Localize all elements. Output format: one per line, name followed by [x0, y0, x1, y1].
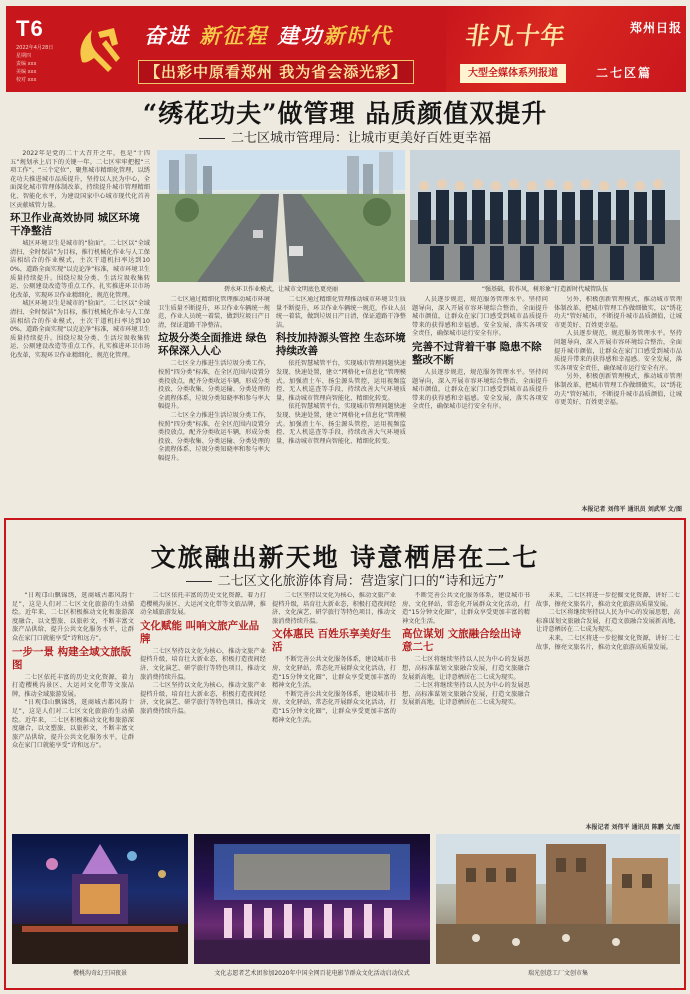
top-column-3 — [276, 296, 406, 512]
bottom-article-byline: 本报记者 刘伟平 通讯员 陈鹏 文/图 — [585, 824, 680, 831]
section-heading: 科技加持源头管控 生态环境持续改善 — [276, 332, 406, 358]
banner-subslogan: 【出彩中原看郑州 我为省会添光彩】 — [138, 60, 414, 84]
bottom-photo2-caption: 文化志愿者艺术团参加2020年中国全网百花电影节群众文化活动启动仪式 — [214, 970, 410, 977]
slogan-part-2: 新征程 — [199, 24, 269, 48]
paragraph: 另外，积极创新管理模式，推动城市管理体制改革，把城市管理工作做细做实，以“绣花功夫”管好城市，不断提升城市品质颜值，让城市更美好、百姓更幸福。 — [554, 296, 682, 329]
paragraph: 二七区坚持以文化为核心，推动文旅产业提档升级，培育壮大新业态，积极打造夜间经济、文化演艺、研学旅行等特色项目，推动文旅消费持续升温。 — [272, 592, 396, 625]
page-meta-editor: 责编 xxx — [16, 61, 37, 67]
paragraph: 2022年是党的二十大召开之年，也是“十四五”规划承上启下的关键一年。二七区牢牢把握“三项工作”、“三个定位”，聚焦城市精细化管理，以绣花功夫推进城市品质提升，坚持以人民为中心，全面深化城市管理体制改革，持续提升城市管理精细化、智能化水平，为建设国家中心城市现代化首善区贡献城管力量。 — [10, 150, 150, 209]
subtitle-rule — [186, 581, 212, 582]
paragraph: 未来，二七区将进一步挖掘文化资源，讲好二七故事，擦亮文旅名片，推动文化旅游高质量发展。 — [536, 592, 680, 608]
banner-slogan — [144, 20, 393, 50]
section-heading: 环卫作业高效协同 城区环境干净整洁 — [10, 212, 140, 238]
top-photo-highway — [157, 150, 405, 282]
paragraph: 不断完善公共文化服务体系，建设城市书房、文化驿站，常态化开展群众文化活动，打造“15分钟文化圈”，让群众享受更加丰富的精神文化生活。 — [272, 690, 396, 724]
section-heading: 文体惠民 百姓乐享美好生活 — [272, 628, 392, 654]
paragraph: 城区环境卫生是城市的“脸面”。二七区以“全域清扫、全时保洁”为目标，推行机械化作业与人工保洁相结合的作业模式，主次干道机扫率达到100%，道路全面实现“以克论净”标准，城市环境卫生质量持续提升。围绕垃圾分类、生活垃圾收集转运、公厕建设改造等重点工作，扎实推进环卫市场化改革，实现环卫作业精细化、规范化管理。 — [10, 300, 150, 359]
paragraph: 二七区坚持以文化为核心，推动文旅产业提档升级，培育壮大新业态，积极打造夜间经济、文化演艺、研学旅行等特色项目，推动文旅消费持续升温。 — [140, 647, 266, 681]
top-article-subtitle-text: 二七区城市管理局：让城市更美好百姓更幸福 — [230, 131, 491, 146]
bottom-column-1 — [12, 592, 134, 830]
page-meta-designer: 美编 xxx — [16, 69, 37, 75]
bottom-article-subtitle — [0, 570, 690, 589]
top-column-2 — [158, 296, 270, 512]
paragraph: 二七区将继续坚持以人民为中心的发展思想，高标准谋划文旅融合发展，打造文旅融合发展新高地，让诗意栖居在二七成为现实。 — [536, 609, 680, 634]
series-big-title: 非凡十年 — [463, 21, 568, 50]
paragraph: 二七区全力推进生活垃圾分类工作，按照“四分类”标准，在全区范围内设置分类投放点，配齐分类收运车辆，形成分类投放、分类收集、分类运输、分类处理的全流程体系，垃圾分类知晓率和参与率大幅提升。 — [158, 411, 270, 462]
page-meta-weekday: 星期四 — [16, 53, 32, 59]
top-column-4 — [412, 296, 548, 512]
bottom-column-2 — [140, 592, 266, 830]
subtitle-rule — [199, 138, 225, 139]
creative-factory-image — [436, 834, 680, 964]
series-label: 大型全媒体系列报道 — [460, 64, 566, 83]
page-meta — [16, 44, 60, 84]
paragraph: 二七区全力推进生活垃圾分类工作，按照“四分类”标准，在全区范围内设置分类投放点，配齐分类收运车辆，形成分类投放、分类收集、分类运输、分类处理的全流程体系，垃圾分类知晓率和参与率大幅提升。 — [158, 360, 270, 411]
bottom-photo3-caption: 瑞光创意工厂文创市集 — [527, 970, 588, 977]
night-park-image — [12, 834, 188, 964]
top-column-1 — [10, 150, 150, 512]
slogan-part-3: 建功 — [277, 24, 324, 48]
paragraph: 依托智慧城管平台，实现城市管理问题快速发现、快速处置，建立“网格化+信息化”管理模式。加强渣土车、扬尘源头管控，运用视频监控、无人机巡查等手段，持续改善大气环境质量，推动城市管理向智能化、精细化转变。 — [276, 360, 406, 402]
district-label: 二七区篇 — [596, 66, 653, 80]
bottom-photo-stage — [194, 834, 430, 964]
paragraph: 不断完善公共文化服务体系，建设城市书房、文化驿站，常态化开展群众文化活动，打造“15分钟文化圈”，让群众享受更加丰富的精神文化生活。 — [272, 656, 396, 690]
paragraph: 二七区通过精细化管理推动城市环境卫生质量不断提升，环卫作业车辆统一规范，作业人员统一着装，做到垃圾日产日清，保证道路干净整洁。 — [158, 296, 270, 329]
party-emblem-icon — [68, 18, 132, 82]
newspaper-logo: 郑州日报 — [630, 21, 683, 35]
paragraph: 二七区坚持以文化为核心，推动文旅产业提档升级，培育壮大新业态，积极打造夜间经济、文化演艺、研学旅行等特色项目，推动文旅消费持续升温。 — [140, 682, 266, 715]
paragraph: 二七区依托丰富的历史文化资源，着力打造樱桃沟景区、大运河文化带等文旅品牌，推动全域旅游发展。 — [140, 592, 266, 617]
paragraph: 二七区将继续坚持以人民为中心的发展思想，高标准谋划文旅融合发展，打造文旅融合发展新高地，让诗意栖居在二七成为现实。 — [402, 656, 530, 681]
paragraph: 城区环境卫生是城市的“脸面”。二七区以“全域清扫、全时保洁”为目标，推行机械化作业与人工保洁相结合的作业模式，主次干道机扫率达到100%，道路全面实现“以克论净”标准，城市环境卫生质量持续提升。围绕垃圾分类、生活垃圾收集转运、公厕建设改造等重点工作，扎实推进环卫市场化改革，实现环卫作业精细化、规范化管理。 — [10, 240, 150, 299]
paragraph: 二七区将继续坚持以人民为中心的发展思想，高标准谋划文旅融合发展，打造文旅融合发展新高地，让诗意栖居在二七成为现实。 — [402, 682, 530, 707]
paragraph: 未来，二七区将进一步挖掘文化资源，讲好二七故事，擦亮文旅名片，推动文化旅游高质量发展。 — [536, 634, 680, 651]
page-number: T6 — [16, 16, 44, 41]
bottom-photo-creative-factory — [436, 834, 680, 964]
top-column-5 — [554, 296, 682, 502]
bottom-article-title: 文旅融出新天地 诗意栖居在二七 — [150, 543, 540, 572]
paragraph: 人员逐步规范，规范服务管理水平。坚持问题导向，深入开展市容环境综合整治，全面提升城市颜值，让群众在家门口感受到城市品质提升带来的获得感和幸福感。安全发展，落实各项安全责任，确保城市运行安全有序。 — [412, 368, 548, 411]
paragraph: 人员逐步规范，规范服务管理水平。坚持问题导向，深入开展市容环境综合整治，全面提升城市颜值，让群众在家门口感受到城市品质提升带来的获得感和幸福感。安全发展，落实各项安全责任，确保城市运行安全有序。 — [412, 296, 548, 338]
paragraph: “日观邙山飘锦绣，逛商城古都风韵十足”，这是人们对二七区文化旅游的生动描绘。近年来，二七区积极推动文化和旅游深度融合，以文塑旅、以旅彰文，不断丰富文旅产品供给，提升公共文化服务水平，让群众在家门口就能享受“诗和远方”。 — [12, 699, 134, 750]
section-heading: 完善不过背着干事 隐患不除整改不断 — [412, 340, 542, 366]
highway-scene-image — [157, 150, 405, 282]
top-photo1-caption: 碧水环卫作业模式，让城市文明底色更亮丽 — [223, 286, 338, 293]
page-banner — [6, 6, 686, 92]
section-heading: 文化赋能 叫响文旅产业品牌 — [140, 619, 260, 645]
team-scene-image — [410, 150, 680, 282]
slogan-part-1: 奋进 — [144, 24, 190, 48]
bottom-photo-night-park — [12, 834, 188, 964]
section-heading: 垃圾分类全面推进 绿色环保深入人心 — [158, 332, 267, 358]
paragraph: 二七区依托丰富的历史文化资源，着力打造樱桃沟景区、大运河文化带等文旅品牌，推动全域旅游发展。 — [12, 673, 134, 698]
paragraph: 人员逐步规范，规范服务管理水平。坚持问题导向，深入开展市容环境综合整治，全面提升城市颜值，让群众在家门口感受到城市品质提升带来的获得感和幸福感。安全发展，落实各项安全责任，确保城市运行安全有序。 — [554, 330, 682, 372]
bottom-column-3 — [272, 592, 396, 830]
page-meta-date: 2022年4月28日 — [16, 45, 54, 51]
stage-performance-image — [194, 834, 430, 964]
slogan-part-4: 新时代 — [323, 24, 393, 48]
section-heading: 一步一景 构建全域文旅版图 — [12, 645, 132, 671]
top-photo2-caption: “强基础，转作风，树形象”打造新时代城管队伍 — [481, 286, 609, 293]
top-photo-team — [410, 150, 680, 282]
paragraph: 二七区通过精细化管理推动城市环境卫生质量不断提升，环卫作业车辆统一规范，作业人员统一着装，做到垃圾日产日清，保证道路干净整洁。 — [276, 296, 406, 329]
paragraph: “日观邙山飘锦绣，逛商城古都风韵十足”，这是人们对二七区文化旅游的生动描绘。近年来，二七区积极推动文化和旅游深度融合，以文塑旅、以旅彰文，不断丰富文旅产品供给，提升公共文化服务水平，让群众在家门口就能享受“诗和远方”。 — [12, 592, 134, 642]
top-article-byline: 本报记者 刘伟平 通讯员 刘武军 文/图 — [581, 506, 682, 513]
top-article-title: “绣花功夫”做管理 品质颜值双提升 — [142, 99, 548, 128]
paragraph: 另外，积极创新管理模式，推动城市管理体制改革，把城市管理工作做细做实，以“绣花功夫”管好城市，不断提升城市品质颜值，让城市更美好、百姓更幸福。 — [554, 373, 682, 407]
bottom-photo1-caption: 樱桃沟奇幻王国夜景 — [72, 970, 127, 977]
section-heading: 高位谋划 文旅融合绘出诗意二七 — [402, 628, 522, 654]
bottom-column-5 — [536, 592, 680, 818]
paragraph: 不断完善公共文化服务体系，建设城市书房、文化驿站，常态化开展群众文化活动，打造“15分钟文化圈”，让群众享受更加丰富的精神文化生活。 — [402, 592, 530, 625]
top-article-subtitle — [0, 127, 690, 146]
bottom-article-subtitle-text: 二七区文化旅游体育局：营造家门口的“诗和远方” — [217, 574, 505, 589]
page-meta-proofreader: 校对 xxx — [16, 77, 37, 83]
bottom-column-4 — [402, 592, 530, 830]
paragraph: 依托智慧城管平台，实现城市管理问题快速发现、快速处置，建立“网格化+信息化”管理模式。加强渣土车、扬尘源头管控，运用视频监控、无人机巡查等手段，持续改善大气环境质量，推动城市管理向智能化、精细化转变。 — [276, 403, 406, 445]
